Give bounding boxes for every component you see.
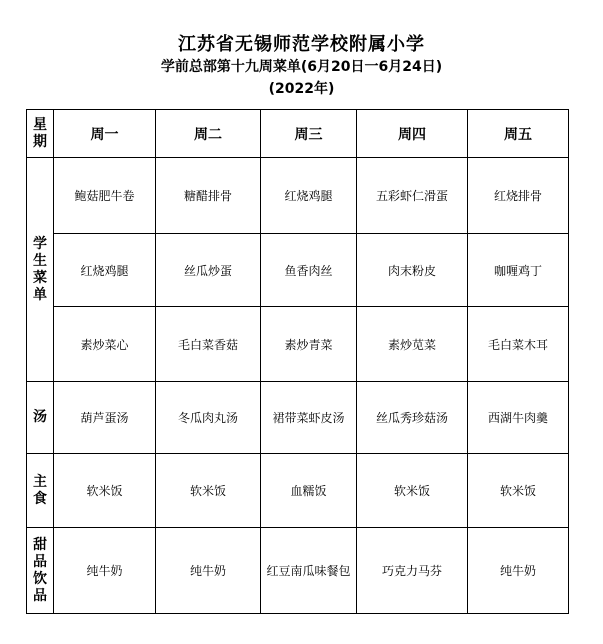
table-row xyxy=(27,234,569,307)
menu-cell: 毛白菜木耳 xyxy=(468,307,569,382)
header-row xyxy=(27,110,569,158)
day-header-tue: 周二 xyxy=(156,110,261,158)
menu-subtitle: 学前总部第十九周菜单(6月20日一6月24日) xyxy=(160,59,443,75)
day-header-wed: 周三 xyxy=(261,110,357,158)
menu-cell: 裙带菜虾皮汤 xyxy=(261,382,357,454)
menu-cell: 软米饭 xyxy=(357,454,468,528)
menu-cell: 鲍菇肥牛卷 xyxy=(54,158,156,234)
menu-cell: 素炒青菜 xyxy=(261,307,357,382)
menu-cell: 血糯饭 xyxy=(261,454,357,528)
menu-cell: 葫芦蛋汤 xyxy=(54,382,156,454)
section-label-soup: 汤 xyxy=(27,382,54,454)
menu-cell: 丝瓜秀珍菇汤 xyxy=(357,382,468,454)
table-row xyxy=(27,158,569,234)
menu-cell: 纯牛奶 xyxy=(468,528,569,614)
day-header-mon: 周一 xyxy=(54,110,156,158)
menu-cell: 纯牛奶 xyxy=(156,528,261,614)
table-row xyxy=(27,528,569,614)
section-label-student-menu: 学 生 菜 单 xyxy=(27,158,54,382)
school-title: 江苏省无锡师范学校附属小学 xyxy=(178,34,425,55)
day-header-thu: 周四 xyxy=(357,110,468,158)
menu-cell: 巧克力马芬 xyxy=(357,528,468,614)
menu-cell: 红烧鸡腿 xyxy=(54,234,156,307)
menu-cell: 肉末粉皮 xyxy=(357,234,468,307)
menu-year: (2022年) xyxy=(268,81,335,97)
menu-cell: 毛白菜香菇 xyxy=(156,307,261,382)
day-header-fri: 周五 xyxy=(468,110,569,158)
table-row xyxy=(27,307,569,382)
weekly-menu-table xyxy=(26,109,569,614)
menu-cell: 软米饭 xyxy=(54,454,156,528)
menu-cell: 素炒苋菜 xyxy=(357,307,468,382)
section-label-dessert-drink: 甜 品 饮 品 xyxy=(27,528,54,614)
menu-cell: 冬瓜肉丸汤 xyxy=(156,382,261,454)
menu-cell: 糖醋排骨 xyxy=(156,158,261,234)
menu-cell: 红烧鸡腿 xyxy=(261,158,357,234)
menu-cell: 鱼香肉丝 xyxy=(261,234,357,307)
table-row xyxy=(27,382,569,454)
menu-cell: 红豆南瓜味餐包 xyxy=(261,528,357,614)
menu-cell: 西湖牛肉羹 xyxy=(468,382,569,454)
menu-cell: 红烧排骨 xyxy=(468,158,569,234)
table-row xyxy=(27,454,569,528)
menu-cell: 软米饭 xyxy=(156,454,261,528)
menu-cell: 软米饭 xyxy=(468,454,569,528)
weekday-header-cell: 星 期 xyxy=(27,110,54,158)
menu-cell: 咖喱鸡丁 xyxy=(468,234,569,307)
menu-cell: 纯牛奶 xyxy=(54,528,156,614)
menu-cell: 丝瓜炒蛋 xyxy=(156,234,261,307)
menu-cell: 五彩虾仁滑蛋 xyxy=(357,158,468,234)
menu-cell: 素炒菜心 xyxy=(54,307,156,382)
section-label-staple: 主 食 xyxy=(27,454,54,528)
